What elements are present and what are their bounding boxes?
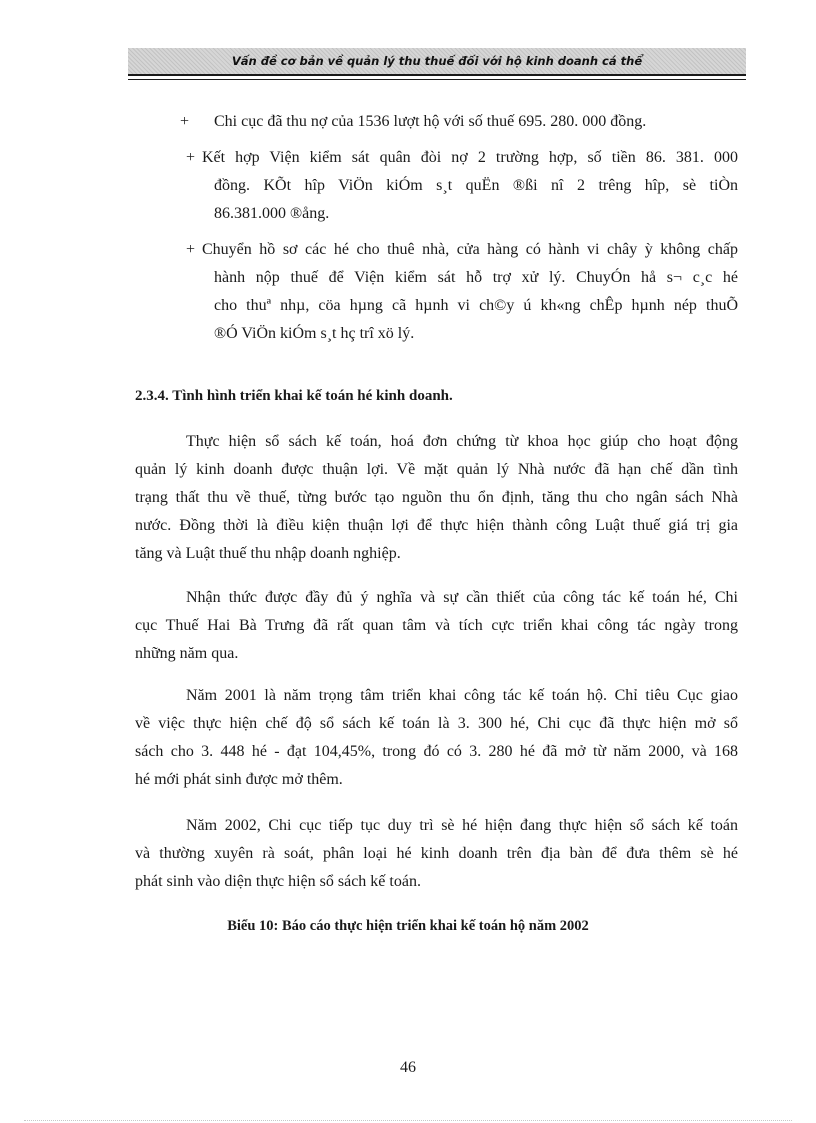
bullet-3-line-3: cho thuª nhµ, cöa hµng cã hµnh vi ch©y ú kh«ng chÊp hµnh nép thuÕ [214,297,738,314]
paragraph-1-line-2: quản lý kinh doanh được thuận lợi. Về mặt quản lý Nhà nước đã hạn chế dần tình [135,461,738,478]
paragraph-4-line-1: Năm 2002, Chi cục tiếp tục duy trì sè hé hiện đang thực hiện sổ sách kế toán [186,817,738,834]
paragraph-1-line-4: nước. Đồng thời là điều kiện thuận lợi để thực hiện thành công Luật thuế giá trị gia [135,517,738,534]
paragraph-2-line-1: Nhận thức được đầy đủ ý nghĩa và sự cần thiết của công tác kế toán hé, Chi [186,589,738,606]
paragraph-4-line-3: phát sinh vào diện thực hiện sổ sách kế toán. [135,873,421,890]
paragraph-3-line-1: Năm 2001 là năm trọng tâm triển khai công tác kế toán hộ. Chỉ tiêu Cục giao [186,687,738,704]
bullet-1-line-1: Chi cục đã thu nợ của 1536 lượt hộ với số thuế 695. 280. 000 đồng. [214,113,647,130]
paragraph-1-line-3: trạng thất thu về thuế, từng bước tạo nguồn thu ổn định, tăng thu cho ngân sách Nhà [135,489,738,506]
page-bottom-border [24,1120,792,1121]
paragraph-1-line-1: Thực hiện sổ sách kế toán, hoá đơn chứng từ khoa học giúp cho hoạt động [186,433,738,450]
running-header [128,48,746,76]
paragraph-4-line-2: và thường xuyên rà soát, phân loại hé kinh doanh trên địa bàn để đưa thêm sè hé [135,845,738,862]
paragraph-2-line-2: cục Thuế Hai Bà Trưng đã rất quan tâm và tích cực triển khai công tác ngày trong [135,617,738,634]
paragraph-3-line-3: sách cho 3. 448 hé - đạt 104,45%, trong đó có 3. 280 hé đã mở từ năm 2000, và 168 [135,743,738,760]
bullet-2-line-1: Kết hợp Viện kiểm sát quân đòi nợ 2 trường hợp, số tiền 86. 381. 000 [202,149,738,166]
bullet-2-line-2: đồng. KÕt hîp ViÖn kiÓm s¸t quËn ®ßi nî 2 trêng hîp, sè tiÒn [214,177,738,194]
bullet-3-line-4: ®Ó ViÖn kiÓm s¸t hç trî xö lý. [214,325,415,342]
bullet-3-line-1: Chuyển hồ sơ các hé cho thuê nhà, cửa hàng có hành vi chây ỳ không chấp [202,241,738,258]
bullet-symbol: + [186,241,196,258]
bullet-3-line-2: hành nộp thuế để Viện kiểm sát hỗ trợ xử lý. ChuyÓn hå s¬ c¸c hé [214,269,738,286]
page-number: 46 [400,1059,416,1076]
table-caption: Biểu 10: Báo cáo thực hiện triển khai kế toán hộ năm 2002 [227,918,589,934]
header-rule [128,79,746,80]
running-header-title: Vấn đề cơ bản về quản lý thu thuế đối với hộ kinh doanh cá thể [231,54,643,68]
paragraph-2-line-3: những năm qua. [135,645,239,662]
paragraph-3-line-4: hé mới phát sinh được mở thêm. [135,771,343,788]
section-heading: 2.3.4. Tình hình triển khai kế toán hé kinh doanh. [135,388,453,404]
bullet-2-line-3: 86.381.000 ®ång. [214,205,330,222]
paragraph-3-line-2: về việc thực hiện chế độ sổ sách kế toán là 3. 300 hé, Chi cục đã thực hiện mở sổ [135,715,738,732]
paragraph-1-line-5: tăng và Luật thuế thu nhập doanh nghiệp. [135,545,401,562]
bullet-symbol: + [186,149,196,166]
bullet-symbol: + [180,113,190,130]
